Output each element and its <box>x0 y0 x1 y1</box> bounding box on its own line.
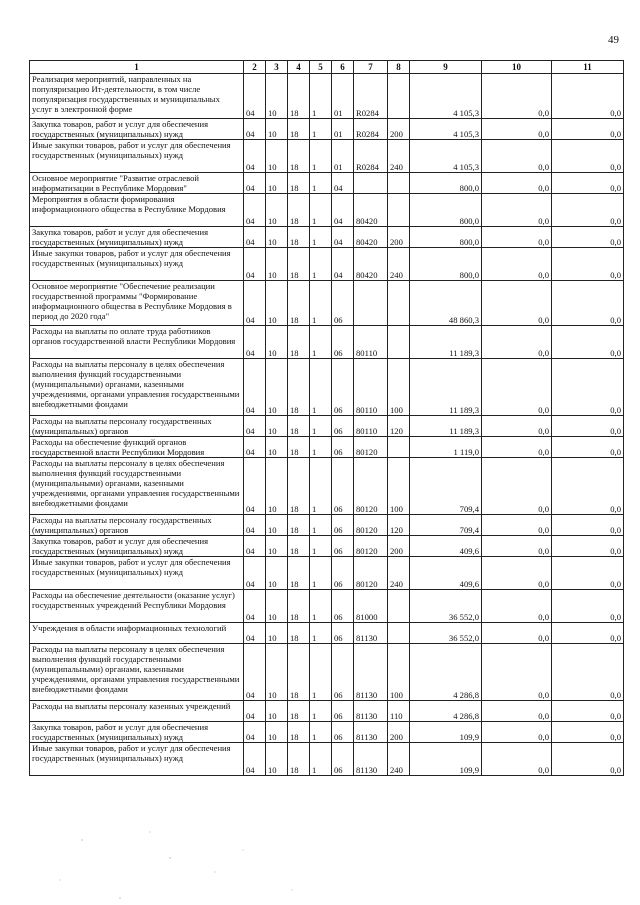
cell-code: 06 <box>332 722 354 743</box>
cell-code: 01 <box>332 140 354 173</box>
cell-description: Расходы на обеспечение деятельности (оказание услуг) государственных учреждений Республики Мордовия <box>30 590 244 623</box>
cell-description: Расходы на выплаты персоналу государственных (муниципальных) органов <box>30 515 244 536</box>
cell-code: 1 <box>310 74 332 119</box>
cell-amount: 409,6 <box>410 536 482 557</box>
cell-amount: 0,0 <box>552 437 624 458</box>
cell-code: 04 <box>332 173 354 194</box>
cell-amount: 0,0 <box>482 326 552 359</box>
cell-amount: 0,0 <box>482 416 552 437</box>
cell-amount: 0,0 <box>482 623 552 644</box>
cell-amount: 0,0 <box>482 74 552 119</box>
cell-amount: 48 860,3 <box>410 281 482 326</box>
cell-code: 04 <box>244 248 266 281</box>
table-row <box>30 743 624 776</box>
cell-code <box>388 74 410 119</box>
cell-code: 04 <box>244 590 266 623</box>
cell-amount: 0,0 <box>482 590 552 623</box>
column-header: 8 <box>388 61 410 74</box>
cell-description: Основное мероприятие "Обеспечение реализации государственной программы "Формирование информационного общества в Республике Мордовия в период до 2020 года" <box>30 281 244 326</box>
cell-code: 18 <box>288 623 310 644</box>
column-header: 5 <box>310 61 332 74</box>
cell-amount: 1 119,0 <box>410 437 482 458</box>
cell-code: 04 <box>244 458 266 515</box>
cell-amount: 0,0 <box>552 515 624 536</box>
cell-code: 18 <box>288 359 310 416</box>
cell-code: R0284 <box>354 119 388 140</box>
scan-noise <box>0 820 640 905</box>
cell-amount: 0,0 <box>482 119 552 140</box>
cell-description: Расходы на выплаты по оплате труда работников органов государственной власти Республики Мордовия <box>30 326 244 359</box>
cell-description: Иные закупки товаров, работ и услуг для обеспечения государственных (муниципальных) нужд <box>30 557 244 590</box>
cell-amount: 0,0 <box>482 722 552 743</box>
cell-amount: 36 552,0 <box>410 590 482 623</box>
table-row <box>30 590 624 623</box>
cell-code: 18 <box>288 515 310 536</box>
cell-amount: 0,0 <box>552 458 624 515</box>
cell-code: 240 <box>388 140 410 173</box>
cell-code <box>388 326 410 359</box>
cell-description: Расходы на выплаты персоналу в целях обеспечения выполнения функций государственными (муниципальными) органами, казенными учреждениями, органами управления государственными внебюджетными фондами <box>30 644 244 701</box>
cell-code: 1 <box>310 281 332 326</box>
cell-code: 04 <box>244 623 266 644</box>
cell-code: 1 <box>310 140 332 173</box>
cell-code: 04 <box>244 515 266 536</box>
cell-code: 80420 <box>354 194 388 227</box>
cell-code: 18 <box>288 590 310 623</box>
cell-code: 10 <box>266 119 288 140</box>
table-row <box>30 722 624 743</box>
cell-code: 18 <box>288 458 310 515</box>
cell-amount: 4 105,3 <box>410 140 482 173</box>
cell-code: 240 <box>388 557 410 590</box>
cell-code <box>388 173 410 194</box>
cell-code: 100 <box>388 644 410 701</box>
cell-amount: 11 189,3 <box>410 359 482 416</box>
cell-code: 1 <box>310 194 332 227</box>
cell-amount: 800,0 <box>410 227 482 248</box>
cell-code: 06 <box>332 281 354 326</box>
cell-code: 10 <box>266 458 288 515</box>
cell-code: 06 <box>332 326 354 359</box>
cell-amount: 0,0 <box>482 173 552 194</box>
cell-code: 18 <box>288 644 310 701</box>
cell-code: 81130 <box>354 722 388 743</box>
cell-code: 120 <box>388 416 410 437</box>
cell-code <box>354 173 388 194</box>
cell-code: 04 <box>244 326 266 359</box>
table-row <box>30 119 624 140</box>
cell-code: 240 <box>388 743 410 776</box>
cell-code: 81130 <box>354 701 388 722</box>
cell-code: 1 <box>310 248 332 281</box>
cell-amount: 4 286,8 <box>410 644 482 701</box>
cell-amount: 4 105,3 <box>410 74 482 119</box>
cell-code: 06 <box>332 590 354 623</box>
cell-code <box>354 281 388 326</box>
cell-description: Закупка товаров, работ и услуг для обеспечения государственных (муниципальных) нужд <box>30 722 244 743</box>
cell-code: 01 <box>332 74 354 119</box>
cell-amount: 0,0 <box>552 140 624 173</box>
cell-code: 81000 <box>354 590 388 623</box>
cell-amount: 0,0 <box>552 248 624 281</box>
cell-code: 10 <box>266 644 288 701</box>
table-row <box>30 557 624 590</box>
cell-code: 100 <box>388 458 410 515</box>
cell-code: 80120 <box>354 557 388 590</box>
cell-code: 18 <box>288 416 310 437</box>
table-row <box>30 359 624 416</box>
cell-code: 240 <box>388 248 410 281</box>
cell-code: 06 <box>332 437 354 458</box>
cell-amount: 0,0 <box>482 701 552 722</box>
cell-code: 18 <box>288 536 310 557</box>
cell-code: 1 <box>310 458 332 515</box>
cell-amount: 0,0 <box>552 359 624 416</box>
cell-code: 1 <box>310 557 332 590</box>
cell-code: 10 <box>266 326 288 359</box>
cell-code: 06 <box>332 743 354 776</box>
cell-code: 10 <box>266 194 288 227</box>
cell-amount: 109,9 <box>410 722 482 743</box>
cell-code: 04 <box>244 119 266 140</box>
cell-code: 18 <box>288 173 310 194</box>
cell-code: 04 <box>244 281 266 326</box>
cell-code: 18 <box>288 248 310 281</box>
cell-amount: 0,0 <box>552 194 624 227</box>
cell-code: 04 <box>244 437 266 458</box>
cell-code: 06 <box>332 557 354 590</box>
cell-amount: 0,0 <box>552 536 624 557</box>
cell-code: 1 <box>310 623 332 644</box>
cell-code <box>388 281 410 326</box>
cell-amount: 0,0 <box>482 458 552 515</box>
cell-code: 80110 <box>354 326 388 359</box>
cell-code: 06 <box>332 515 354 536</box>
cell-code: 18 <box>288 119 310 140</box>
cell-code: 04 <box>244 722 266 743</box>
cell-code: 100 <box>388 359 410 416</box>
cell-code: 10 <box>266 281 288 326</box>
cell-code <box>388 623 410 644</box>
cell-amount: 36 552,0 <box>410 623 482 644</box>
cell-amount: 0,0 <box>552 623 624 644</box>
cell-code: 1 <box>310 119 332 140</box>
cell-amount: 0,0 <box>482 557 552 590</box>
cell-description: Расходы на выплаты персоналу государственных (муниципальных) органов <box>30 416 244 437</box>
cell-description: Мероприятия в области формирования информационного общества в Республике Мордовия <box>30 194 244 227</box>
cell-amount: 0,0 <box>552 416 624 437</box>
cell-amount: 0,0 <box>552 119 624 140</box>
cell-code: 1 <box>310 701 332 722</box>
cell-code: 80420 <box>354 248 388 281</box>
cell-description: Закупка товаров, работ и услуг для обеспечения государственных (муниципальных) нужд <box>30 227 244 248</box>
cell-description: Иные закупки товаров, работ и услуг для обеспечения государственных (муниципальных) нужд <box>30 248 244 281</box>
table-row <box>30 194 624 227</box>
table-row <box>30 248 624 281</box>
cell-code: 110 <box>388 701 410 722</box>
cell-code: 18 <box>288 326 310 359</box>
column-header: 9 <box>410 61 482 74</box>
cell-amount: 800,0 <box>410 194 482 227</box>
cell-code: 1 <box>310 359 332 416</box>
cell-code: 06 <box>332 458 354 515</box>
cell-code: 04 <box>244 227 266 248</box>
cell-code: 04 <box>332 248 354 281</box>
cell-code: 18 <box>288 281 310 326</box>
cell-description: Закупка товаров, работ и услуг для обеспечения государственных (муниципальных) нужд <box>30 119 244 140</box>
cell-code: 18 <box>288 701 310 722</box>
table-row <box>30 437 624 458</box>
table-row <box>30 173 624 194</box>
cell-code: 04 <box>244 701 266 722</box>
cell-amount: 0,0 <box>482 743 552 776</box>
cell-code: 10 <box>266 227 288 248</box>
cell-code: 1 <box>310 416 332 437</box>
cell-code: 10 <box>266 140 288 173</box>
cell-code: 1 <box>310 515 332 536</box>
table-row <box>30 701 624 722</box>
table-row <box>30 140 624 173</box>
cell-code: 10 <box>266 437 288 458</box>
cell-code: 18 <box>288 194 310 227</box>
cell-code <box>388 590 410 623</box>
cell-amount: 0,0 <box>482 194 552 227</box>
cell-code: 06 <box>332 359 354 416</box>
cell-amount: 800,0 <box>410 173 482 194</box>
cell-code: 80110 <box>354 416 388 437</box>
cell-code: 18 <box>288 743 310 776</box>
cell-code: R0284 <box>354 140 388 173</box>
cell-code: 200 <box>388 227 410 248</box>
cell-code: 10 <box>266 74 288 119</box>
cell-code: 200 <box>388 119 410 140</box>
table-row <box>30 536 624 557</box>
cell-code: 06 <box>332 623 354 644</box>
cell-code: 80120 <box>354 458 388 515</box>
table-row <box>30 227 624 248</box>
cell-code: 10 <box>266 416 288 437</box>
cell-code: 1 <box>310 173 332 194</box>
cell-code: 80110 <box>354 359 388 416</box>
cell-code: 200 <box>388 536 410 557</box>
cell-code: 18 <box>288 557 310 590</box>
page-number: 49 <box>608 34 619 46</box>
cell-code: 04 <box>244 743 266 776</box>
cell-code <box>388 437 410 458</box>
table-row <box>30 74 624 119</box>
cell-code: 10 <box>266 536 288 557</box>
table-row <box>30 515 624 536</box>
cell-code: 80120 <box>354 515 388 536</box>
column-header: 1 <box>30 61 244 74</box>
table-header-row <box>30 61 624 74</box>
cell-code: 10 <box>266 248 288 281</box>
cell-description: Иные закупки товаров, работ и услуг для обеспечения государственных (муниципальных) нужд <box>30 140 244 173</box>
cell-code: 18 <box>288 140 310 173</box>
cell-code: R0284 <box>354 74 388 119</box>
cell-code: 04 <box>244 644 266 701</box>
cell-code: 1 <box>310 536 332 557</box>
cell-code: 18 <box>288 722 310 743</box>
cell-amount: 0,0 <box>482 359 552 416</box>
cell-amount: 0,0 <box>552 227 624 248</box>
cell-amount: 4 286,8 <box>410 701 482 722</box>
cell-amount: 709,4 <box>410 458 482 515</box>
cell-code: 10 <box>266 722 288 743</box>
cell-description: Основное мероприятие "Развитие отраслевой информатизации в Республике Мордовия" <box>30 173 244 194</box>
cell-code: 18 <box>288 437 310 458</box>
cell-description: Расходы на выплаты персоналу в целях обеспечения выполнения функций государственными (муниципальными) органами, казенными учреждениями, органами управления государственными внебюджетными фондами <box>30 359 244 416</box>
cell-code: 1 <box>310 326 332 359</box>
cell-amount: 800,0 <box>410 248 482 281</box>
cell-code: 06 <box>332 416 354 437</box>
cell-amount: 0,0 <box>482 644 552 701</box>
cell-amount: 409,6 <box>410 557 482 590</box>
cell-code <box>388 194 410 227</box>
column-header: 3 <box>266 61 288 74</box>
cell-code: 18 <box>288 74 310 119</box>
cell-amount: 0,0 <box>482 248 552 281</box>
cell-amount: 0,0 <box>552 557 624 590</box>
cell-description: Расходы на выплаты персоналу казенных учреждений <box>30 701 244 722</box>
cell-code: 04 <box>244 416 266 437</box>
cell-code: 1 <box>310 590 332 623</box>
cell-amount: 0,0 <box>482 281 552 326</box>
cell-amount: 0,0 <box>552 644 624 701</box>
table-row <box>30 416 624 437</box>
cell-amount: 11 189,3 <box>410 326 482 359</box>
cell-amount: 0,0 <box>552 173 624 194</box>
column-header: 11 <box>552 61 624 74</box>
cell-code: 06 <box>332 536 354 557</box>
cell-amount: 0,0 <box>552 722 624 743</box>
cell-code: 18 <box>288 227 310 248</box>
cell-code: 81130 <box>354 644 388 701</box>
cell-code: 04 <box>244 557 266 590</box>
cell-code: 10 <box>266 623 288 644</box>
cell-amount: 0,0 <box>552 701 624 722</box>
cell-code: 04 <box>244 173 266 194</box>
cell-description: Иные закупки товаров, работ и услуг для обеспечения государственных (муниципальных) нужд <box>30 743 244 776</box>
table-row <box>30 281 624 326</box>
cell-code: 04 <box>332 194 354 227</box>
cell-amount: 0,0 <box>482 536 552 557</box>
cell-code: 80120 <box>354 536 388 557</box>
cell-code: 04 <box>332 227 354 248</box>
cell-code: 04 <box>244 194 266 227</box>
cell-code: 04 <box>244 140 266 173</box>
cell-code: 120 <box>388 515 410 536</box>
cell-amount: 0,0 <box>482 437 552 458</box>
cell-code: 01 <box>332 119 354 140</box>
cell-amount: 0,0 <box>552 326 624 359</box>
table-row <box>30 623 624 644</box>
cell-amount: 0,0 <box>482 515 552 536</box>
cell-amount: 0,0 <box>482 227 552 248</box>
column-header: 4 <box>288 61 310 74</box>
cell-amount: 0,0 <box>482 140 552 173</box>
cell-amount: 109,9 <box>410 743 482 776</box>
table-row <box>30 458 624 515</box>
table-row <box>30 326 624 359</box>
budget-table <box>29 60 624 776</box>
cell-code: 04 <box>244 536 266 557</box>
cell-description: Расходы на обеспечение функций органов государственной власти Республики Мордовия <box>30 437 244 458</box>
cell-code: 1 <box>310 437 332 458</box>
cell-code: 1 <box>310 743 332 776</box>
cell-amount: 0,0 <box>552 590 624 623</box>
cell-description: Учреждения в области информационных технологий <box>30 623 244 644</box>
column-header: 6 <box>332 61 354 74</box>
cell-code: 1 <box>310 227 332 248</box>
cell-amount: 0,0 <box>552 74 624 119</box>
cell-amount: 0,0 <box>552 743 624 776</box>
cell-code: 10 <box>266 590 288 623</box>
column-header: 7 <box>354 61 388 74</box>
cell-amount: 4 105,3 <box>410 119 482 140</box>
cell-code: 80120 <box>354 437 388 458</box>
cell-code: 10 <box>266 515 288 536</box>
cell-code: 04 <box>244 74 266 119</box>
cell-code: 81130 <box>354 743 388 776</box>
column-header: 10 <box>482 61 552 74</box>
cell-code: 06 <box>332 701 354 722</box>
cell-code: 10 <box>266 557 288 590</box>
cell-code: 1 <box>310 644 332 701</box>
cell-code: 06 <box>332 644 354 701</box>
cell-description: Реализация мероприятий, направленных на популяризацию Ит-деятельности, в том числе популяризация государственных и муниципальных услуг в электронной форме <box>30 74 244 119</box>
cell-code: 80420 <box>354 227 388 248</box>
cell-description: Расходы на выплаты персоналу в целях обеспечения выполнения функций государственными (муниципальными) органами, казенными учреждениями, органами управления государственными внебюджетными фондами <box>30 458 244 515</box>
table-row <box>30 644 624 701</box>
cell-code: 10 <box>266 173 288 194</box>
column-header: 2 <box>244 61 266 74</box>
cell-code: 10 <box>266 359 288 416</box>
cell-code: 04 <box>244 359 266 416</box>
cell-description: Закупка товаров, работ и услуг для обеспечения государственных (муниципальных) нужд <box>30 536 244 557</box>
cell-code: 81130 <box>354 623 388 644</box>
cell-amount: 709,4 <box>410 515 482 536</box>
cell-code: 10 <box>266 743 288 776</box>
cell-amount: 0,0 <box>552 281 624 326</box>
cell-code: 10 <box>266 701 288 722</box>
cell-amount: 11 189,3 <box>410 416 482 437</box>
cell-code: 200 <box>388 722 410 743</box>
cell-code: 1 <box>310 722 332 743</box>
